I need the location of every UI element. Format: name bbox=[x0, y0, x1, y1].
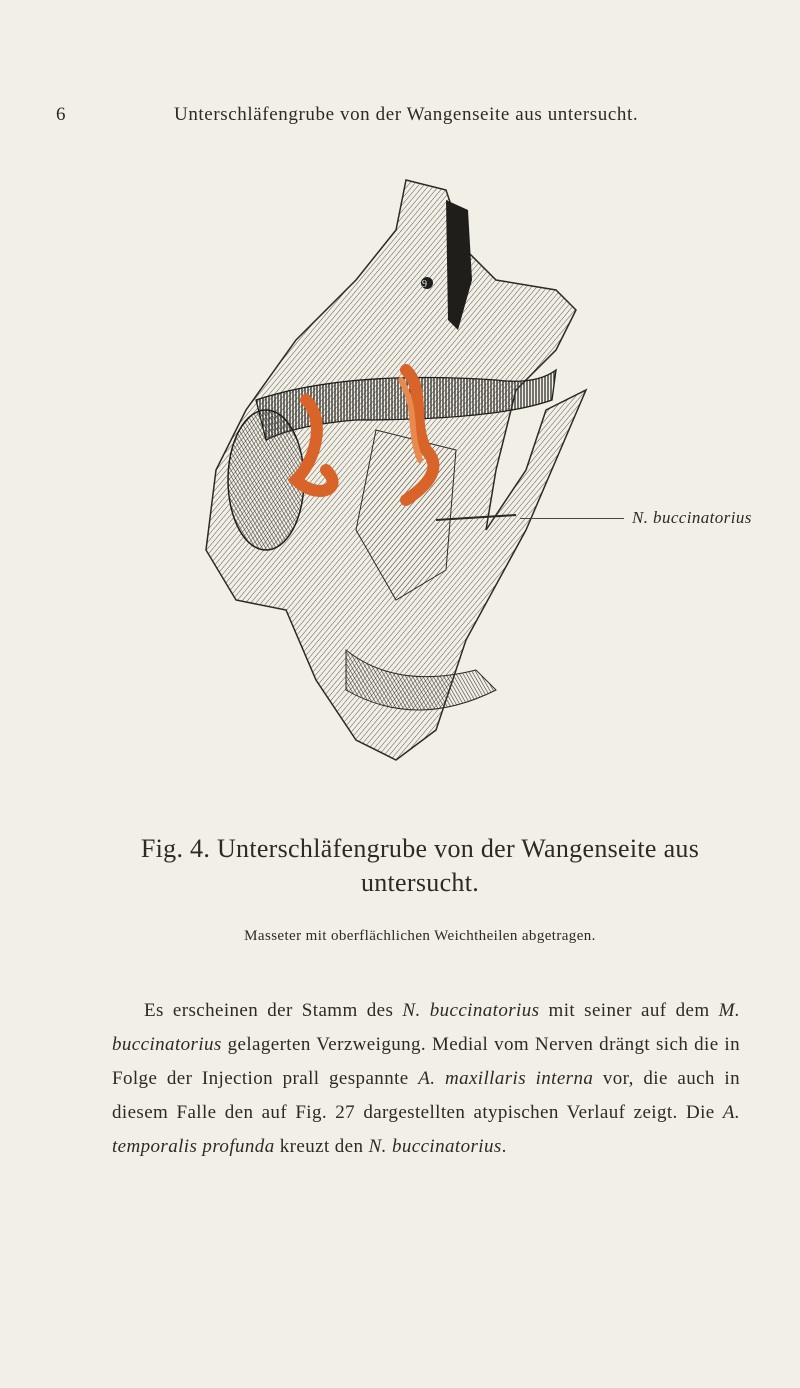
italic-term: A. temporalis profunda bbox=[112, 1102, 740, 1157]
italic-term: A. maxillaris interna bbox=[418, 1068, 594, 1089]
body-text-segment: gelagerten Verzweigung. Medial vom Nerven drängt sich die in Folge der Injection prall gespannte bbox=[112, 1034, 740, 1089]
anatomical-illustration bbox=[196, 170, 616, 770]
figure-marker-number: 9 bbox=[422, 279, 427, 290]
running-head: Unterschläfengrube von der Wangenseite aus untersucht. bbox=[174, 104, 639, 125]
italic-term: N. buccinatorius bbox=[402, 1000, 540, 1021]
body-text-segment: vor, die auch in diesem Falle den auf Fig. 27 dargestellten atypischen Verlauf zeigt. Die bbox=[112, 1068, 740, 1123]
figure-caption-subtitle: Masseter mit oberflächlichen Weichtheilen abgetragen. bbox=[244, 928, 596, 944]
italic-term: N. buccinatorius bbox=[368, 1136, 502, 1157]
italic-term: M. buccinatorius bbox=[112, 1000, 740, 1055]
body-text-segment: mit seiner auf dem bbox=[539, 1000, 719, 1021]
callout-leader-line bbox=[520, 518, 624, 519]
body-paragraph bbox=[112, 994, 740, 1164]
body-text-segment: Es erscheinen der Stamm des bbox=[144, 1000, 403, 1021]
figure-caption-title: Fig. 4. Unterschläfengrube von der Wangenseite aus untersucht. bbox=[140, 834, 700, 897]
body-text-segment: kreuzt den bbox=[274, 1136, 369, 1157]
callout-label-nerve: N. buccinatorius bbox=[632, 508, 752, 527]
body-text-segment: . bbox=[501, 1136, 507, 1157]
page-number: 6 bbox=[56, 104, 66, 125]
